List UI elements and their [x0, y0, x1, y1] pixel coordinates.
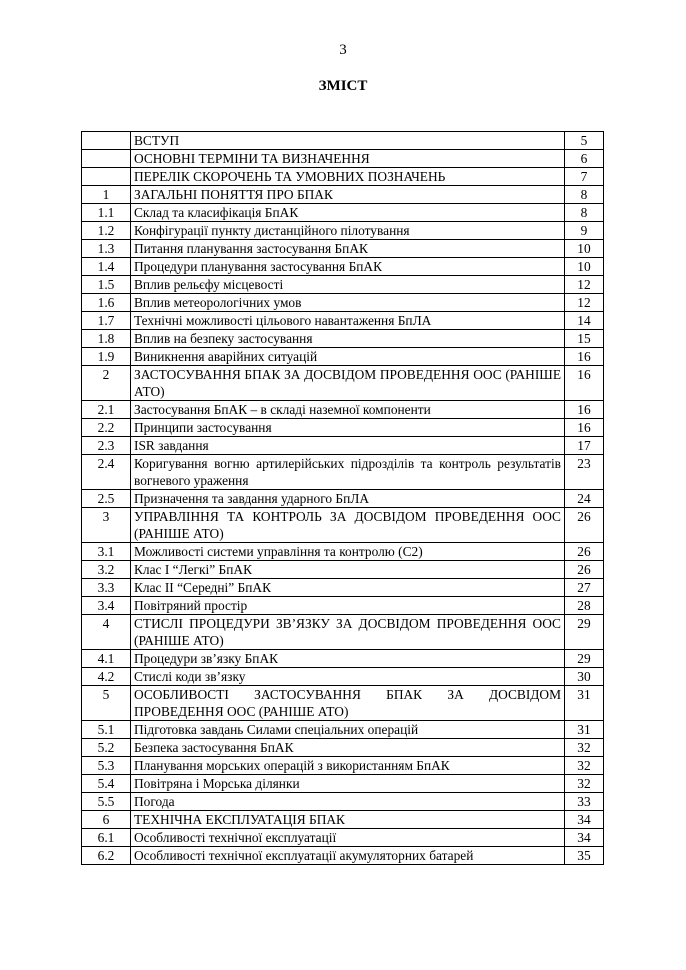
toc-row-number: 2.5 — [82, 490, 131, 508]
toc-row-page: 6 — [565, 150, 604, 168]
toc-row — [82, 222, 604, 240]
toc-row-title: Клас ІІ “Середні” БпАК — [131, 579, 565, 597]
toc-row-title: ВСТУП — [131, 132, 565, 150]
toc-row-page: 32 — [565, 739, 604, 757]
toc-row-title: Технічні можливості цільового навантаження БпЛА — [131, 312, 565, 330]
toc-row-title: СТИСЛІ ПРОЦЕДУРИ ЗВ’ЯЗКУ ЗА ДОСВІДОМ ПРОВЕДЕННЯ ООС (РАНІШЕ АТО) — [131, 615, 565, 650]
toc-row-page: 29 — [565, 615, 604, 650]
toc-row — [82, 615, 604, 650]
toc-row-title: Планування морських операцій з використанням БпАК — [131, 757, 565, 775]
toc-row — [82, 330, 604, 348]
toc-row — [82, 508, 604, 543]
toc-row — [82, 597, 604, 615]
toc-row-number: 4 — [82, 615, 131, 650]
toc-row-page: 31 — [565, 721, 604, 739]
toc-row-title: Особливості технічної експлуатації — [131, 829, 565, 847]
toc-row — [82, 132, 604, 150]
toc-row — [82, 775, 604, 793]
toc-row-page: 8 — [565, 186, 604, 204]
toc-row-title: Безпека застосування БпАК — [131, 739, 565, 757]
toc-row — [82, 561, 604, 579]
toc-row-page: 29 — [565, 650, 604, 668]
toc-row-page: 16 — [565, 419, 604, 437]
toc-row — [82, 348, 604, 366]
toc-row-page: 35 — [565, 847, 604, 865]
toc-row-title: Повітряна і Морська ділянки — [131, 775, 565, 793]
toc-row-number: 5.2 — [82, 739, 131, 757]
toc-row-number: 5.5 — [82, 793, 131, 811]
toc-row-number: 3.3 — [82, 579, 131, 597]
toc-row-page: 10 — [565, 258, 604, 276]
toc-row-page: 16 — [565, 348, 604, 366]
toc-row-number: 1.3 — [82, 240, 131, 258]
toc-row-title: Клас І “Легкі” БпАК — [131, 561, 565, 579]
toc-row-number: 5.4 — [82, 775, 131, 793]
toc-row-page: 30 — [565, 668, 604, 686]
toc-row-number: 4.1 — [82, 650, 131, 668]
toc-row — [82, 543, 604, 561]
toc-row-page: 16 — [565, 366, 604, 401]
toc-row-page: 8 — [565, 204, 604, 222]
toc-row-page: 34 — [565, 829, 604, 847]
toc-row — [82, 455, 604, 490]
toc-row — [82, 258, 604, 276]
toc-row-title: Вплив рельєфу місцевості — [131, 276, 565, 294]
toc-row-page: 26 — [565, 543, 604, 561]
toc-row-title: Коригування вогню артилерійських підрозділів та контроль результатів вогневого ураження — [131, 455, 565, 490]
toc-row — [82, 204, 604, 222]
toc-row-page: 26 — [565, 508, 604, 543]
toc-row-number: 1.7 — [82, 312, 131, 330]
toc-row-number — [82, 150, 131, 168]
toc-row-title: Призначення та завдання ударного БпЛА — [131, 490, 565, 508]
toc-row-page: 12 — [565, 276, 604, 294]
toc-body — [82, 132, 604, 865]
toc-row-title: Стислі коди зв’язку — [131, 668, 565, 686]
toc-row — [82, 829, 604, 847]
toc-row — [82, 811, 604, 829]
toc-row — [82, 579, 604, 597]
toc-row-number: 1.1 — [82, 204, 131, 222]
toc-row — [82, 757, 604, 775]
toc-row-title: Можливості системи управління та контролю (C2) — [131, 543, 565, 561]
toc-row-title: Процедури зв’язку БпАК — [131, 650, 565, 668]
toc-row-title: Вплив на безпеку застосування — [131, 330, 565, 348]
toc-row-title: Повітряний простір — [131, 597, 565, 615]
toc-row-page: 5 — [565, 132, 604, 150]
toc-row-title: ЗАГАЛЬНІ ПОНЯТТЯ ПРО БПАК — [131, 186, 565, 204]
toc-row-title: Конфігурації пункту дистанційного пілотування — [131, 222, 565, 240]
toc-row-page: 10 — [565, 240, 604, 258]
toc-row-page: 16 — [565, 401, 604, 419]
toc-row-number: 1.9 — [82, 348, 131, 366]
toc-row — [82, 686, 604, 721]
toc-row — [82, 419, 604, 437]
toc-row-title: Погода — [131, 793, 565, 811]
toc-row-number: 1 — [82, 186, 131, 204]
toc-row-page: 24 — [565, 490, 604, 508]
toc-row-page: 33 — [565, 793, 604, 811]
toc-row-page: 14 — [565, 312, 604, 330]
toc-row-number: 5.1 — [82, 721, 131, 739]
toc-row — [82, 294, 604, 312]
toc-row-page: 12 — [565, 294, 604, 312]
toc-row-title: Принципи застосування — [131, 419, 565, 437]
toc-row-number: 3.4 — [82, 597, 131, 615]
toc-row — [82, 312, 604, 330]
toc-row-title: ISR завдання — [131, 437, 565, 455]
toc-row-page: 28 — [565, 597, 604, 615]
toc-row-title: Застосування БпАК – в складі наземної компоненти — [131, 401, 565, 419]
toc-row-number: 6.1 — [82, 829, 131, 847]
toc-row-title: ТЕХНІЧНА ЕКСПЛУАТАЦІЯ БПАК — [131, 811, 565, 829]
toc-row — [82, 401, 604, 419]
toc-row-number: 1.6 — [82, 294, 131, 312]
toc-row-number: 5.3 — [82, 757, 131, 775]
toc-row — [82, 150, 604, 168]
toc-row-number: 6.2 — [82, 847, 131, 865]
toc-row — [82, 793, 604, 811]
toc-row-page: 32 — [565, 775, 604, 793]
toc-row-number: 4.2 — [82, 668, 131, 686]
toc-row-page: 26 — [565, 561, 604, 579]
toc-row-number: 1.8 — [82, 330, 131, 348]
toc-row-page: 15 — [565, 330, 604, 348]
toc-row-title: Підготовка завдань Силами спеціальних операцій — [131, 721, 565, 739]
toc-row-title: Вплив метеорологічних умов — [131, 294, 565, 312]
toc-row-page: 27 — [565, 579, 604, 597]
toc-row-number: 1.4 — [82, 258, 131, 276]
toc-row-page: 7 — [565, 168, 604, 186]
toc-row-number: 2.4 — [82, 455, 131, 490]
toc-row-number: 2.1 — [82, 401, 131, 419]
toc-row-page: 32 — [565, 757, 604, 775]
toc-row-page: 31 — [565, 686, 604, 721]
page-number: 3 — [339, 42, 347, 58]
toc-row — [82, 650, 604, 668]
toc-row — [82, 721, 604, 739]
toc-row-title: ОСОБЛИВОСТІ ЗАСТОСУВАННЯ БПАК ЗА ДОСВІДОМ ПРОВЕДЕННЯ ООС (РАНІШЕ АТО) — [131, 686, 565, 721]
toc-row — [82, 240, 604, 258]
toc-row — [82, 847, 604, 865]
toc-row-number: 3.2 — [82, 561, 131, 579]
toc-row — [82, 186, 604, 204]
toc-title: ЗМІСТ — [318, 78, 368, 94]
toc-row-title: УПРАВЛІННЯ ТА КОНТРОЛЬ ЗА ДОСВІДОМ ПРОВЕДЕННЯ ООС (РАНІШЕ АТО) — [131, 508, 565, 543]
toc-row-number: 3 — [82, 508, 131, 543]
toc-row-number: 1.5 — [82, 276, 131, 294]
toc-row-number: 6 — [82, 811, 131, 829]
toc-row-number: 2 — [82, 366, 131, 401]
toc-row-title: ЗАСТОСУВАННЯ БПАК ЗА ДОСВІДОМ ПРОВЕДЕННЯ ООС (РАНІШЕ АТО) — [131, 366, 565, 401]
toc-row-title: Процедури планування застосування БпАК — [131, 258, 565, 276]
toc-row-title: Склад та класифікація БпАК — [131, 204, 565, 222]
toc-row — [82, 276, 604, 294]
toc-row-page: 17 — [565, 437, 604, 455]
toc-table — [81, 131, 604, 865]
toc-row-number — [82, 168, 131, 186]
toc-row-title: Питання планування застосування БпАК — [131, 240, 565, 258]
toc-row-page: 9 — [565, 222, 604, 240]
toc-row — [82, 168, 604, 186]
toc-row — [82, 366, 604, 401]
toc-row-number: 2.3 — [82, 437, 131, 455]
toc-row-page: 34 — [565, 811, 604, 829]
toc-row-title: Особливості технічної експлуатації акумуляторних батарей — [131, 847, 565, 865]
toc-row-page: 23 — [565, 455, 604, 490]
toc-row — [82, 437, 604, 455]
toc-row-number: 5 — [82, 686, 131, 721]
toc-row-number: 3.1 — [82, 543, 131, 561]
toc-row-number: 1.2 — [82, 222, 131, 240]
toc-row-number — [82, 132, 131, 150]
toc-row — [82, 668, 604, 686]
toc-row-number: 2.2 — [82, 419, 131, 437]
toc-row — [82, 490, 604, 508]
toc-row-title: ОСНОВНІ ТЕРМІНИ ТА ВИЗНАЧЕННЯ — [131, 150, 565, 168]
toc-row-title: ПЕРЕЛІК СКОРОЧЕНЬ ТА УМОВНИХ ПОЗНАЧЕНЬ — [131, 168, 565, 186]
toc-row-title: Виникнення аварійних ситуацій — [131, 348, 565, 366]
toc-row — [82, 739, 604, 757]
